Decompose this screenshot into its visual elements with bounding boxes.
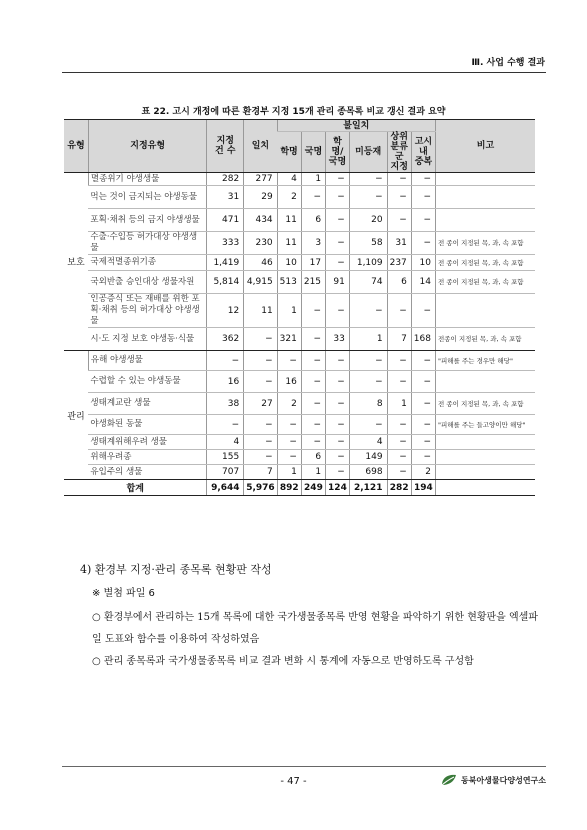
remark-cell: 전 종이 지정된 목, 과, 속 포함	[435, 271, 535, 294]
table-row	[64, 435, 535, 450]
value-cell: −	[301, 186, 325, 209]
designation-name: 포획·채취 등의 금지 야생생물	[88, 209, 206, 232]
value-cell: −	[411, 351, 435, 371]
value-cell: −	[326, 450, 350, 465]
designation-name: 국제적멸종위기종	[88, 255, 206, 271]
subheader-cell: 고시 내 중복	[411, 132, 435, 173]
value-cell: 2	[411, 465, 435, 480]
value-cell: 27	[244, 393, 277, 415]
total-value: 249	[301, 480, 325, 496]
value-cell: 14	[411, 271, 435, 294]
designation-name: 생태계교란 생물	[88, 393, 206, 415]
value-cell: −	[301, 415, 325, 435]
value-cell: 31	[387, 232, 411, 255]
subheader-cell: 학명	[277, 132, 301, 173]
value-cell: −	[277, 435, 301, 450]
value-cell: −	[411, 232, 435, 255]
attachment-note: ※ 별첨 파일 6	[92, 588, 155, 599]
org-name: 동북아생물다양성연구소	[461, 775, 547, 785]
total-label: 합계	[64, 480, 207, 496]
total-row	[64, 480, 535, 496]
value-cell: −	[326, 255, 350, 271]
remark-cell	[435, 465, 535, 480]
table-row	[64, 393, 535, 415]
value-cell: 1	[277, 294, 301, 328]
subheader-cell: 학명/ 국명	[326, 132, 350, 173]
value-cell: 434	[244, 209, 277, 232]
value-cell: −	[411, 450, 435, 465]
value-cell: −	[387, 173, 411, 186]
value-cell: 4	[277, 173, 301, 186]
designation-name: 멸종위기 야생생물	[88, 173, 206, 186]
value-cell: 91	[326, 271, 350, 294]
value-cell: 3	[301, 232, 325, 255]
value-cell: 11	[277, 232, 301, 255]
value-cell: −	[411, 294, 435, 328]
subheader-cell: 미등재	[349, 132, 387, 173]
header-count: 지정 건 수	[207, 120, 244, 173]
value-cell: −	[387, 186, 411, 209]
value-cell: −	[244, 415, 277, 435]
header-mismatch: 불일치	[277, 120, 435, 132]
value-cell: −	[411, 209, 435, 232]
value-cell: 29	[244, 186, 277, 209]
total-value: 9,644	[207, 480, 244, 496]
value-cell: −	[349, 173, 387, 186]
group-label: 보호	[64, 173, 88, 351]
value-cell: 31	[207, 186, 244, 209]
remark-cell: 전종이 지정된 목, 과, 속 포함	[435, 328, 535, 351]
bullet-paragraph-2: ○ 관리 종목록과 국가생물종목록 비교 결과 변화 시 통계에 자동으로 반영하도록 구성함	[92, 656, 474, 667]
value-cell: −	[387, 209, 411, 232]
designation-name: 인공증식 또는 재배를 위한 포획·채취 등의 허가대상 야생생물	[88, 294, 206, 328]
value-cell: 46	[244, 255, 277, 271]
value-cell: −	[326, 415, 350, 435]
group-label: 관리	[64, 351, 88, 480]
remark-cell	[435, 186, 535, 209]
section-title: Ⅲ. 사업 수행 결과	[471, 58, 545, 68]
subheader-cell: 상위 분류군 지정	[387, 132, 411, 173]
remark-cell	[435, 371, 535, 393]
designation-name: 수출·수입등 허가대상 야생생물	[88, 232, 206, 255]
value-cell: 7	[244, 465, 277, 480]
value-cell: 1	[349, 328, 387, 351]
value-cell: 11	[277, 209, 301, 232]
designation-name: 유입주의 생물	[88, 465, 206, 480]
designation-name: 먹는 것이 금지되는 야생동물	[88, 186, 206, 209]
designation-name: 시·도 지정 보호 야생동·식물	[88, 328, 206, 351]
value-cell: −	[244, 371, 277, 393]
value-cell: 2	[277, 393, 301, 415]
value-cell: 333	[207, 232, 244, 255]
designation-name: 생태계위해우려 생물	[88, 435, 206, 450]
value-cell: −	[387, 415, 411, 435]
header-remark: 비고	[435, 120, 535, 173]
value-cell: 155	[207, 450, 244, 465]
table-row	[64, 209, 535, 232]
value-cell: −	[411, 393, 435, 415]
table-row	[64, 465, 535, 480]
value-cell: 513	[277, 271, 301, 294]
value-cell: −	[301, 393, 325, 415]
value-cell: 168	[411, 328, 435, 351]
table-row	[64, 328, 535, 351]
value-cell: −	[326, 465, 350, 480]
value-cell: 321	[277, 328, 301, 351]
value-cell: 215	[301, 271, 325, 294]
value-cell: −	[411, 173, 435, 186]
value-cell: −	[244, 435, 277, 450]
value-cell: −	[326, 393, 350, 415]
designation-name: 위해우려종	[88, 450, 206, 465]
value-cell: −	[349, 371, 387, 393]
value-cell: 10	[411, 255, 435, 271]
value-cell: 12	[207, 294, 244, 328]
value-cell: −	[244, 351, 277, 371]
header-designation: 지정유형	[88, 120, 206, 173]
org-logo	[440, 773, 546, 787]
value-cell: 1,419	[207, 255, 244, 271]
value-cell: −	[277, 351, 301, 371]
remark-cell	[435, 294, 535, 328]
total-remark	[435, 480, 535, 496]
value-cell: 7	[387, 328, 411, 351]
value-cell: −	[411, 415, 435, 435]
value-cell: 6	[301, 450, 325, 465]
value-cell: 1	[301, 465, 325, 480]
value-cell: 282	[207, 173, 244, 186]
value-cell: 707	[207, 465, 244, 480]
value-cell: −	[387, 371, 411, 393]
table-row	[64, 371, 535, 393]
value-cell: 237	[387, 255, 411, 271]
value-cell: 4	[207, 435, 244, 450]
total-value: 124	[326, 480, 350, 496]
table-row	[64, 351, 535, 371]
table-row	[64, 294, 535, 328]
value-cell: 6	[387, 271, 411, 294]
value-cell: −	[411, 435, 435, 450]
table-row	[64, 271, 535, 294]
total-value: 194	[411, 480, 435, 496]
value-cell: 11	[244, 294, 277, 328]
table-row	[64, 173, 535, 186]
value-cell: −	[326, 186, 350, 209]
table-row	[64, 232, 535, 255]
value-cell: −	[387, 435, 411, 450]
header-match: 일치	[244, 120, 277, 173]
value-cell: −	[411, 371, 435, 393]
value-cell: 230	[244, 232, 277, 255]
table-row	[64, 415, 535, 435]
designation-name: 수렵할 수 있는 야생동물	[88, 371, 206, 393]
designation-name: 국외반출 승인대상 생물자원	[88, 271, 206, 294]
value-cell: −	[349, 186, 387, 209]
total-value: 5,976	[244, 480, 277, 496]
designation-name: 유해 야생생물	[88, 351, 206, 371]
footer-divider	[62, 766, 546, 767]
value-cell: −	[326, 232, 350, 255]
value-cell: −	[301, 328, 325, 351]
value-cell: 58	[349, 232, 387, 255]
table-row	[64, 186, 535, 209]
total-value: 2,121	[349, 480, 387, 496]
value-cell: −	[387, 450, 411, 465]
remark-cell	[435, 435, 535, 450]
value-cell: 6	[301, 209, 325, 232]
value-cell: −	[301, 351, 325, 371]
value-cell: 698	[349, 465, 387, 480]
remark-cell: 전 종이 지정된 목, 과, 속 포함	[435, 232, 535, 255]
value-cell: −	[349, 294, 387, 328]
value-cell: −	[326, 294, 350, 328]
remark-cell	[435, 450, 535, 465]
value-cell: 1,109	[349, 255, 387, 271]
value-cell: 17	[301, 255, 325, 271]
value-cell: −	[244, 450, 277, 465]
value-cell: 16	[277, 371, 301, 393]
value-cell: −	[349, 351, 387, 371]
value-cell: −	[387, 351, 411, 371]
value-cell: −	[301, 294, 325, 328]
header-divider	[62, 72, 546, 73]
value-cell: 1	[387, 393, 411, 415]
value-cell: −	[326, 173, 350, 186]
remark-cell: "피해를 주는 들고양이만 해당"	[435, 415, 535, 435]
designation-name: 야생화된 동물	[88, 415, 206, 435]
value-cell: −	[301, 371, 325, 393]
value-cell: −	[244, 328, 277, 351]
page-number: - 47 -	[280, 776, 307, 787]
value-cell: −	[349, 415, 387, 435]
bullet-paragraph-1: ○ 환경부에서 관리하는 15개 목록에 대한 국가생물종목록 반영 현황을 파악하기 위한 현황판을 엑셀파일 도표와 함수를 이용하여 작성하였음	[92, 612, 538, 645]
remark-cell	[435, 173, 535, 186]
value-cell: −	[411, 186, 435, 209]
value-cell: 471	[207, 209, 244, 232]
value-cell: −	[277, 450, 301, 465]
value-cell: −	[326, 351, 350, 371]
total-value: 282	[387, 480, 411, 496]
comparison-table	[64, 119, 535, 496]
value-cell: 362	[207, 328, 244, 351]
table-row	[64, 450, 535, 465]
subheader-cell: 국명	[301, 132, 325, 173]
value-cell: 5,814	[207, 271, 244, 294]
value-cell: 1	[301, 173, 325, 186]
value-cell: 277	[244, 173, 277, 186]
value-cell: −	[387, 294, 411, 328]
header-type: 유형	[64, 120, 88, 173]
total-value: 892	[277, 480, 301, 496]
remark-cell: "피해를 주는 경우만 해당"	[435, 351, 535, 371]
table-row	[64, 255, 535, 271]
value-cell: 4,915	[244, 271, 277, 294]
value-cell: −	[326, 435, 350, 450]
value-cell: 149	[349, 450, 387, 465]
value-cell: 10	[277, 255, 301, 271]
section-heading: 4) 환경부 지정·관리 종목록 현황판 작성	[80, 563, 272, 576]
value-cell: 2	[277, 186, 301, 209]
leaf-icon	[440, 773, 458, 787]
value-cell: 1	[277, 465, 301, 480]
remark-cell: 전 종이 지정된 목, 과, 속 포함	[435, 393, 535, 415]
table-caption: 표 22. 고시 개정에 따른 환경부 지정 15개 관리 종목록 비교 갱신 결과 요약	[141, 107, 446, 117]
value-cell: 33	[326, 328, 350, 351]
remark-cell: 전 종이 지정된 목, 과, 속 포함	[435, 255, 535, 271]
value-cell: 38	[207, 393, 244, 415]
remark-cell	[435, 209, 535, 232]
value-cell: −	[301, 435, 325, 450]
value-cell: −	[326, 371, 350, 393]
value-cell: −	[387, 465, 411, 480]
value-cell: 74	[349, 271, 387, 294]
value-cell: −	[207, 351, 244, 371]
value-cell: 20	[349, 209, 387, 232]
value-cell: 16	[207, 371, 244, 393]
value-cell: −	[277, 415, 301, 435]
value-cell: −	[207, 415, 244, 435]
value-cell: −	[326, 209, 350, 232]
value-cell: 8	[349, 393, 387, 415]
value-cell: 4	[349, 435, 387, 450]
